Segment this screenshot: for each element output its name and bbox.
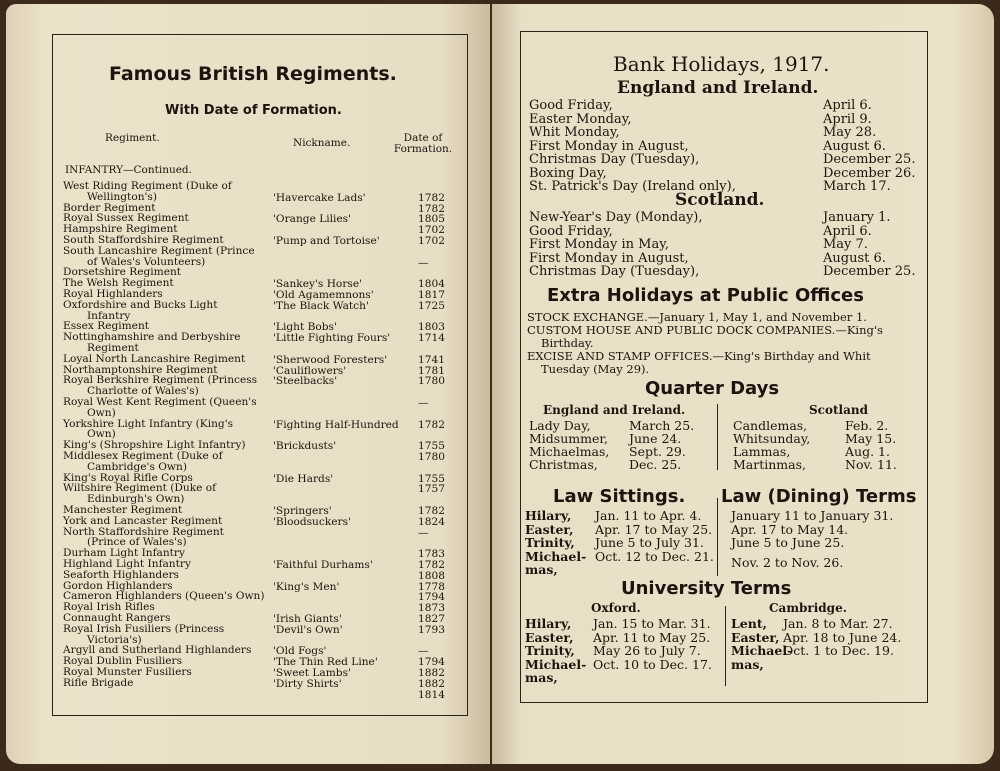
list-row (529, 444, 719, 457)
item-name: Easter, (525, 629, 574, 645)
item-name: mas, (731, 656, 764, 672)
scotland-heading: Scotland. (675, 190, 765, 210)
regiment-date: 1780 (418, 375, 445, 388)
item-date: Dec. 25. (629, 457, 682, 472)
regiment-nickname: 'Devil's Own' (273, 623, 343, 636)
item-name: Good Friday, (529, 98, 613, 113)
regiment-date: — (418, 397, 429, 409)
regiment-date: 1702 (418, 224, 445, 237)
list-row (731, 643, 927, 657)
regiment-name: Loyal North Lancashire Regiment (63, 352, 246, 365)
regiment-date: — (418, 256, 429, 269)
regiment-name: Royal West Kent Regiment (Queen's (63, 396, 257, 408)
regiment-date: 1804 (418, 278, 445, 291)
list-row (529, 152, 919, 166)
list-row (525, 508, 715, 522)
item-name: mas, (525, 670, 558, 685)
item-date: June 24. (629, 431, 682, 446)
regiment-date: 1755 (418, 472, 445, 485)
regiment-date: 1782 (418, 418, 445, 431)
regiment-date: 1778 (418, 580, 445, 593)
item-name: Michaelmas, (529, 444, 610, 459)
list-row (525, 630, 723, 644)
item-date: Jan. 8 to Mar. 27. (783, 616, 893, 631)
regiment-date: — (418, 526, 429, 539)
list-row (525, 522, 715, 536)
right-page-border (520, 31, 928, 703)
regiment-date: 1793 (418, 623, 445, 636)
list-row (529, 251, 919, 265)
regiment-name: Royal Highlanders (63, 288, 163, 300)
list-row (525, 670, 723, 684)
regiment-nickname: 'Havercake Lads' (273, 191, 366, 204)
item-date: August 6. (823, 138, 886, 154)
quarter-divider (717, 404, 718, 470)
regiment-name: of Wales's Volunteers) (87, 255, 206, 268)
regiment-nickname: 'Die Hards' (273, 472, 334, 485)
list-row (733, 444, 923, 457)
regiment-name: Hampshire Regiment (63, 223, 178, 236)
item-date: Apr. 18 to June 24. (783, 629, 902, 645)
regiment-nickname: 'Sankey's Horse' (273, 278, 362, 291)
item-name: Good Friday, (529, 223, 613, 239)
quarter-england-heading: England and Ireland. (543, 403, 686, 417)
item-date: March 25. (629, 418, 695, 433)
regiment-name: Seaforth Highlanders (63, 568, 179, 581)
regiment-name: South Lancashire Regiment (Prince (63, 244, 255, 257)
law-dining-heading: Law (Dining) Terms (721, 486, 917, 507)
item-date: December 26. (823, 165, 916, 181)
regiment-date: 1781 (418, 364, 445, 377)
regiment-name: Border Regiment (63, 201, 156, 214)
regiment-name: Dorsetshire Regiment (63, 266, 182, 279)
regiment-date: 1782 (418, 191, 445, 204)
regiment-date: 1783 (418, 548, 445, 561)
item-name: Hilary, (525, 508, 572, 523)
regiment-name: Gordon Highlanders (63, 579, 173, 592)
item-name: St. Patrick's Day (Ireland only), (529, 179, 736, 194)
regiment-name: Royal Irish Rifles (63, 601, 155, 614)
regiment-nickname: 'Bloodsuckers' (273, 515, 351, 528)
regiment-nickname: 'Springers' (273, 505, 332, 517)
regiment-name: Royal Dublin Fusiliers (63, 655, 183, 668)
list-row (733, 431, 923, 444)
item-date: December 25. (823, 152, 916, 167)
item-date: June 5 to July 31. (595, 535, 704, 550)
item-name: Whit Monday, (529, 125, 620, 140)
regiment-name: Victoria's) (87, 633, 142, 646)
regiment-name: (Prince of Wales's) (87, 536, 187, 549)
item-name: New-Year's Day (Monday), (529, 210, 703, 225)
regiment-name: Oxfordshire and Bucks Light (63, 298, 218, 311)
item-date: Jan. 15 to Mar. 31. (593, 616, 711, 631)
regiment-name: Royal Sussex Regiment (63, 212, 189, 225)
regiment-date: 1794 (418, 656, 445, 669)
regiment-name: Charlotte of Wales's) (87, 385, 199, 398)
regiment-date: 1782 (418, 559, 445, 571)
regiment-nickname: 'Brickdusts' (273, 440, 337, 453)
regiment-date: 1814 (418, 688, 445, 701)
law-divider (717, 498, 718, 576)
regiment-nickname: 'Light Bobs' (273, 321, 337, 334)
item-date: March 17. (823, 179, 891, 194)
regiment-date: 1803 (418, 321, 445, 334)
regiment-nickname: 'Pump and Tortoise' (273, 235, 380, 247)
regiment-name: Wiltshire Regiment (Duke of (63, 482, 217, 495)
list-row (525, 549, 715, 563)
item-name: Trinity, (525, 535, 575, 550)
regiment-name: The Welsh Regiment (63, 277, 174, 290)
regiment-name: Royal Munster Fusiliers (63, 666, 192, 678)
regiment-nickname: 'Little Fighting Fours' (273, 332, 391, 345)
left-page (6, 4, 490, 764)
regiment-nickname: 'Fighting Half-Hundred (273, 418, 399, 431)
item-date: May 15. (845, 431, 897, 446)
list-row (529, 457, 719, 470)
regiment-date: 1725 (418, 299, 445, 312)
regiment-name: Own) (87, 406, 116, 419)
regiment-nickname: 'Cauliflowers' (273, 364, 347, 377)
regiments-table (63, 181, 463, 701)
item-date: December 25. (823, 264, 916, 279)
regiment-name: Nottinghamshire and Derbyshire (63, 331, 241, 344)
regiment-nickname: 'King's Men' (273, 580, 340, 593)
list-row (525, 657, 723, 671)
university-divider (725, 606, 726, 686)
regiment-date: 1827 (418, 613, 445, 625)
regiment-name: Argyll and Sutherland Highlanders (63, 644, 252, 657)
regiment-name: York and Lancaster Regiment (63, 514, 223, 527)
university-terms-heading: University Terms (621, 578, 792, 599)
regiment-nickname: 'Dirty Shirts' (273, 677, 342, 690)
regiment-name: Own) (87, 428, 116, 441)
item-name: First Monday in August, (529, 250, 689, 266)
regiment-name: Infantry (87, 309, 131, 322)
regiment-name: Edinburgh's Own) (87, 493, 185, 506)
quarter-days-heading: Quarter Days (645, 378, 780, 399)
regiments-subtitle: With Date of Formation. (165, 103, 342, 118)
list-row (529, 264, 919, 278)
regiment-nickname: 'Old Fogs' (273, 645, 327, 658)
regiment-name: North Staffordshire Regiment (63, 525, 224, 538)
item-name: First Monday in August, (529, 138, 689, 154)
item-name: Trinity, (525, 643, 575, 658)
regiment-name: Rifle Brigade (63, 676, 134, 689)
extra-holiday-line: Tuesday (May 29). (541, 362, 650, 376)
regiment-date: 1782 (418, 505, 445, 517)
regiment-date: 1808 (418, 569, 445, 582)
dining-term: January 11 to January 31. (731, 508, 894, 523)
regiment-nickname: 'The Black Watch' (273, 299, 369, 312)
regiment-name: West Riding Regiment (Duke of (63, 180, 232, 192)
england-heading: England and Ireland. (617, 78, 819, 98)
list-row (525, 562, 715, 576)
regiment-nickname: 'Steelbacks' (273, 375, 338, 388)
extra-holiday-line: EXCISE AND STAMP OFFICES.—King's Birthday and Whit (527, 349, 871, 363)
regiment-nickname: 'The Thin Red Line' (273, 656, 378, 669)
list-row (731, 657, 927, 671)
item-date: Jan. 11 to Apr. 4. (595, 508, 702, 523)
list-row (525, 535, 715, 549)
extra-holidays-heading: Extra Holidays at Public Offices (547, 285, 864, 306)
extra-holiday-line: STOCK EXCHANGE.—January 1, May 1, and November 1. (527, 310, 867, 324)
item-name: Easter, (525, 521, 574, 537)
list-row (525, 616, 723, 630)
item-name: Lent, (731, 616, 767, 631)
item-date: Oct. 12 to Dec. 21. (595, 548, 714, 564)
quarter-scotland-heading: Scotland (809, 403, 868, 417)
list-row (529, 125, 919, 139)
regiment-date: 1824 (418, 515, 445, 528)
item-name: Boxing Day, (529, 165, 607, 181)
item-date: Nov. 11. (845, 457, 897, 472)
regiment-nickname: 'Irish Giants' (273, 613, 342, 625)
item-date: Oct. 10 to Dec. 17. (593, 656, 712, 672)
item-name: Christmas, (529, 457, 598, 472)
item-date: May 7. (823, 237, 868, 252)
regiment-name: Regiment (87, 342, 139, 354)
list-row (525, 643, 723, 657)
regiment-name: South Staffordshire Regiment (63, 234, 224, 246)
item-name: Michael- (525, 548, 587, 564)
regiment-date: 1780 (418, 451, 445, 463)
list-row (529, 112, 919, 126)
list-row (529, 166, 919, 180)
list-row (731, 616, 927, 630)
regiment-date: 1714 (418, 332, 445, 345)
regiment-date: 1794 (418, 591, 445, 604)
regiment-date: 1817 (418, 289, 445, 301)
list-row (529, 418, 719, 431)
list-row (529, 210, 919, 224)
item-date: January 1. (823, 210, 891, 225)
bank-holidays-title: Bank Holidays, 1917. (613, 52, 830, 76)
regiment-name: Cambridge's Own) (87, 460, 187, 473)
extra-holiday-line: CUSTOM HOUSE AND PUBLIC DOCK COMPANIES.—King's (527, 323, 883, 337)
section-label: INFANTRY—Continued. (65, 164, 192, 176)
list-row (733, 418, 923, 431)
regiment-name: Connaught Rangers (63, 612, 171, 624)
regiment-name: King's (Shropshire Light Infantry) (63, 439, 246, 452)
item-date: April 6. (823, 98, 872, 113)
item-name: Michael- (731, 643, 793, 658)
item-date: Apr. 17 to May 25. (595, 521, 713, 537)
list-row (529, 237, 919, 251)
regiment-date: 1741 (418, 353, 445, 366)
list-row (529, 224, 919, 238)
item-date: August 6. (823, 250, 886, 266)
regiment-date: 1882 (418, 667, 445, 679)
regiment-date: 1755 (418, 440, 445, 453)
extra-holiday-line: Birthday. (541, 336, 594, 350)
regiment-name: Royal Berkshire Regiment (Princess (63, 374, 258, 387)
regiment-nickname: 'Sherwood Foresters' (273, 353, 388, 366)
regiment-name: Manchester Regiment (63, 504, 183, 516)
item-name: Lady Day, (529, 418, 591, 433)
item-name: Lammas, (733, 444, 791, 459)
regiment-name: Wellington's) (87, 190, 158, 203)
item-date: Aug. 1. (845, 444, 890, 459)
regiment-nickname: 'Sweet Lambs' (273, 667, 351, 679)
regiment-name: Essex Regiment (63, 320, 150, 333)
cambridge-heading: Cambridge. (769, 601, 847, 615)
regiment-row (63, 689, 463, 702)
item-date: Sept. 29. (629, 444, 686, 459)
oxford-heading: Oxford. (591, 601, 641, 615)
item-name: First Monday in May, (529, 237, 669, 252)
regiment-name: Middlesex Regiment (Duke of (63, 450, 223, 462)
regiment-date: 1882 (418, 677, 445, 690)
list-row (733, 457, 923, 470)
item-date: April 9. (823, 111, 872, 127)
item-date: Feb. 2. (845, 418, 889, 433)
list-row (529, 431, 719, 444)
item-name: Christmas Day (Tuesday), (529, 152, 700, 167)
item-name: Whitsunday, (733, 431, 811, 446)
right-page (492, 4, 994, 764)
regiment-name: King's Royal Rifle Corps (63, 471, 193, 484)
item-name: Martinmas, (733, 457, 806, 472)
regiment-name: Durham Light Infantry (63, 547, 185, 560)
regiment-nickname: 'Orange Lilies' (273, 213, 352, 226)
regiment-date: — (418, 645, 429, 658)
regiment-date: 1757 (418, 483, 445, 496)
list-row (529, 139, 919, 153)
item-name: Hilary, (525, 616, 572, 631)
regiment-date: 1873 (418, 602, 445, 615)
item-date: Oct. 1 to Dec. 19. (783, 643, 894, 658)
regiment-date: 1702 (418, 235, 445, 247)
item-name: Easter Monday, (529, 111, 632, 127)
dining-term: Apr. 17 to May 14. (731, 521, 849, 537)
regiment-name: Royal Irish Fusiliers (Princess (63, 622, 225, 635)
regiment-nickname: 'Faithful Durhams' (273, 559, 373, 571)
list-row (529, 98, 919, 112)
item-date: April 6. (823, 223, 872, 239)
regiment-name: Highland Light Infantry (63, 558, 191, 570)
regiments-title: Famous British Regiments. (109, 63, 397, 85)
header-nickname: Nickname. (293, 137, 351, 149)
dining-term: June 5 to June 25. (731, 535, 845, 550)
header-date: Date of Formation. (393, 132, 453, 155)
regiment-name: Northamptonshire Regiment (63, 363, 218, 376)
list-row (731, 630, 927, 644)
regiment-date: 1805 (418, 213, 445, 226)
regiment-name: Yorkshire Light Infantry (King's (63, 417, 234, 430)
dining-term: Nov. 2 to Nov. 26. (731, 555, 844, 570)
left-page-border (52, 34, 468, 716)
item-name: Christmas Day (Tuesday), (529, 264, 700, 279)
item-date: Apr. 11 to May 25. (593, 629, 711, 645)
item-date: May 26 to July 7. (593, 643, 701, 658)
regiment-nickname: 'Old Agamemnons' (273, 289, 374, 301)
item-name: Easter, (731, 629, 780, 645)
regiment-date: 1782 (418, 202, 445, 215)
item-name: Midsummer, (529, 431, 608, 446)
law-sittings-heading: Law Sittings. (553, 486, 686, 507)
regiment-name: Cameron Highlanders (Queen's Own) (63, 590, 265, 603)
item-name: Michael- (525, 656, 587, 672)
header-regiment: Regiment. (105, 132, 160, 144)
item-date: May 28. (823, 125, 877, 140)
item-name: Candlemas, (733, 418, 808, 433)
item-name: mas, (525, 562, 558, 577)
